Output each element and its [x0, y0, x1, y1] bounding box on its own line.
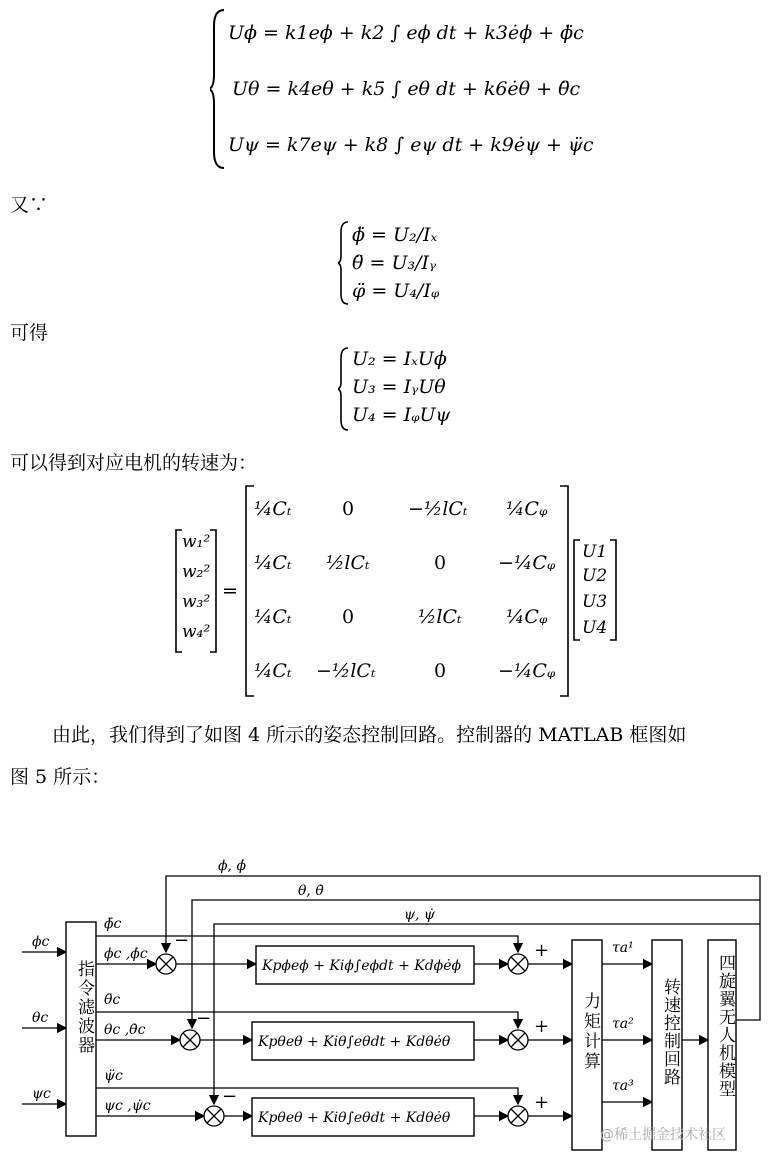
- watermark: @稀土掘金技术社区: [600, 1127, 726, 1143]
- system2-row1: ϕ̈ = U₂/Iₓ: [352, 224, 438, 246]
- matrix-rhs-2: U3: [582, 592, 608, 612]
- sign-plus: +: [534, 1016, 550, 1037]
- paragraph-line2: 图 5 所示：: [10, 766, 111, 788]
- tau-label-2: τa²: [612, 1016, 634, 1032]
- matrix-rhs-1: U2: [582, 566, 608, 586]
- pid-label-2: Kpθeθ + Kiθ∫eθdt + Kdθėθ: [258, 1034, 451, 1050]
- accel-label-psi: ψ̈c: [104, 1068, 123, 1084]
- tau-label-1: τa¹: [612, 940, 634, 956]
- sign-plus: +: [534, 1092, 550, 1113]
- matrix-cell: ¼Cₜ: [254, 552, 292, 574]
- feedback-label-psi: ψ, ψ̇: [404, 907, 435, 923]
- matrix-lhs-1: w₂²: [182, 562, 211, 582]
- matrix-cell: 0: [434, 552, 447, 574]
- text-motor-speed: 可以得到对应电机的转速为：: [10, 452, 258, 474]
- system1-row1: Uϕ = k1eϕ + k2 ∫ eϕ dt + k3ėϕ + ϕ̈c: [228, 22, 584, 44]
- matrix-cell: ½lCₜ: [326, 552, 370, 574]
- cmd-label-phi: ϕc ,ϕ̇c: [104, 946, 148, 962]
- matrix-cell: −½lCₜ: [316, 660, 376, 682]
- feedback-label-phi: ϕ, ϕ̇: [218, 858, 246, 874]
- system2-row2: θ̈ = U₃/Iᵧ: [352, 252, 437, 274]
- matrix-rhs-0: U1: [582, 542, 608, 562]
- sign-minus: −: [222, 1086, 238, 1107]
- matrix-cell: ¼Cᵩ: [506, 498, 548, 520]
- matrix-cell: −¼Cᵩ: [498, 552, 556, 574]
- system3-row3: U₄ = IᵩUψ: [352, 404, 451, 426]
- pid-label-1: Kpϕeϕ + Kiϕ∫eϕdt + Kdϕėϕ: [262, 958, 462, 974]
- matrix-cell: ¼Cₜ: [254, 498, 292, 520]
- speed-block-label: 转速控制回路: [660, 978, 680, 1086]
- matrix-cell: 0: [342, 606, 355, 628]
- system1-row3: Uψ = k7eψ + k8 ∫ eψ dt + k9ėψ + ψ̈c: [228, 134, 594, 156]
- sign-minus: −: [174, 930, 190, 951]
- input-label-phi: ϕc: [32, 934, 50, 950]
- system1-row2: Uθ = k4eθ + k5 ∫ eθ dt + k6ėθ + θ̈c: [232, 78, 581, 100]
- torque-block-label: 力矩计算: [580, 992, 600, 1072]
- matrix-cell: −¼Cᵩ: [498, 660, 556, 682]
- tau-label-3: τa³: [612, 1078, 634, 1094]
- system3-row1: U₂ = IₓUϕ: [352, 348, 447, 370]
- text-kede: 可得: [10, 322, 49, 344]
- input-label-psi: ψc: [32, 1086, 51, 1102]
- pid-label-3: Kpθeθ + Kiθ∫eθdt + Kdθėθ: [258, 1110, 451, 1126]
- cmd-label-psi: ψc ,ψ̇c: [104, 1098, 151, 1114]
- matrix-cell: ½lCₜ: [418, 606, 462, 628]
- feedback-label-theta: θ, θ̇: [298, 883, 324, 899]
- matrix-cell: 0: [434, 660, 447, 682]
- matrix-rhs-3: U4: [582, 618, 608, 638]
- matrix-equals: =: [222, 580, 238, 602]
- accel-label-phi: ϕ̈c: [104, 916, 122, 932]
- sign-minus: −: [196, 1008, 212, 1029]
- matrix-cell: 0: [342, 498, 355, 520]
- system2-row3: φ̈ = U₄/Iᵩ: [352, 280, 440, 302]
- matrix-cell: ¼Cₜ: [254, 660, 292, 682]
- sign-plus: +: [534, 940, 550, 961]
- text-you-because: 又∵: [10, 194, 49, 216]
- accel-label-theta: θ̈c: [104, 992, 121, 1008]
- matrix-cell: −½lCₜ: [408, 498, 468, 520]
- matrix-cell: ¼Cₜ: [254, 606, 292, 628]
- matrix-cell: ¼Cᵩ: [506, 606, 548, 628]
- cmd-label-theta: θc ,θ̇c: [104, 1022, 146, 1038]
- matrix-lhs-0: w₁²: [182, 532, 211, 552]
- paragraph-line1: 由此，我们得到了如图 4 所示的姿态控制回路。控制器的 MATLAB 框图如: [52, 724, 687, 746]
- system3-row2: U₃ = IᵧUθ: [352, 376, 446, 398]
- matrix-lhs-3: w₄²: [182, 622, 211, 642]
- input-label-theta: θc: [32, 1010, 49, 1026]
- model-block-label: 四旋翼无人机模型: [715, 954, 735, 1098]
- filter-block-label: 指令滤波器: [74, 960, 94, 1055]
- matrix-lhs-2: w₃²: [182, 592, 211, 612]
